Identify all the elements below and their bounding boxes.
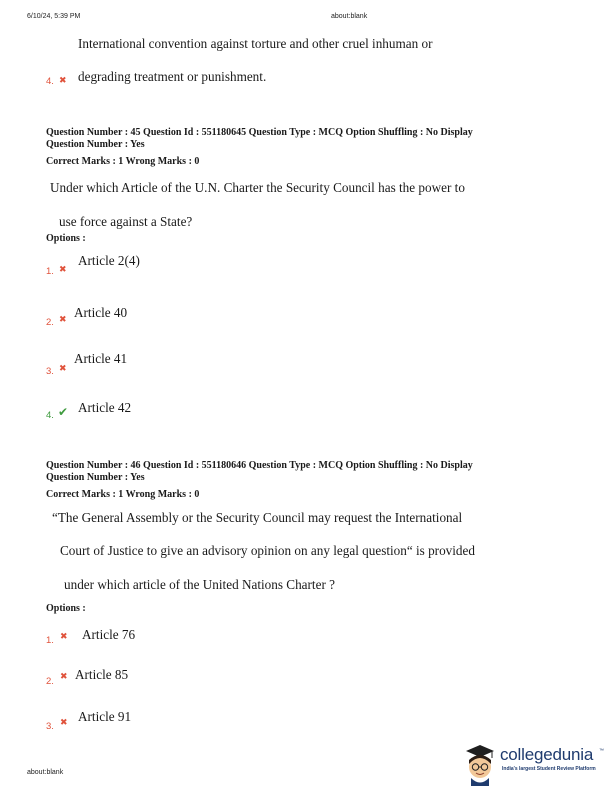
q46-option-3-text: Article 91 <box>78 709 132 724</box>
q46-option-3-number: 3. <box>46 721 54 732</box>
q46-meta-line1: Question Number : 46 Question Id : 551180646 Question Type : MCQ Option Shuffling : No Display <box>46 460 473 471</box>
prev-option-4-number: 4. <box>46 76 54 87</box>
brand-tagline: India's largest Student Review Platform <box>502 766 596 772</box>
cross-mark-icon: ✖ <box>59 364 67 374</box>
q46-meta-line3: Correct Marks : 1 Wrong Marks : 0 <box>46 489 200 500</box>
q46-option-2-number: 2. <box>46 676 54 687</box>
cross-mark-icon: ✖ <box>59 76 67 86</box>
brand-wordmark: collegedunia <box>500 745 594 764</box>
print-footer-url: about:blank <box>27 769 64 776</box>
q45-option-4-text: Article 42 <box>78 400 132 415</box>
q45-meta-line2: Question Number : Yes <box>46 139 145 150</box>
cross-mark-icon: ✖ <box>60 632 68 642</box>
cross-mark-icon: ✖ <box>59 315 67 325</box>
cross-mark-icon: ✖ <box>60 718 68 728</box>
q45-text-line2: use force against a State? <box>59 214 193 229</box>
q45-option-3-text: Article 41 <box>74 351 128 366</box>
q45-options-label: Options : <box>46 233 86 244</box>
q45-option-3-number: 3. <box>46 366 54 377</box>
cross-mark-icon: ✖ <box>60 672 68 682</box>
q45-text-line1: Under which Article of the U.N. Charter the Security Council has the power to <box>50 180 465 195</box>
q46-option-1-text: Article 76 <box>82 627 136 642</box>
collegedunia-watermark <box>462 742 610 788</box>
q45-meta-line1: Question Number : 45 Question Id : 551180645 Question Type : MCQ Option Shuffling : No Display <box>46 127 473 138</box>
q46-option-1-number: 1. <box>46 635 54 646</box>
q46-option-2-text: Article 85 <box>75 667 129 682</box>
q45-meta-line3: Correct Marks : 1 Wrong Marks : 0 <box>46 156 200 167</box>
print-header-datetime: 6/10/24, 5:39 PM <box>27 13 81 20</box>
q45-option-2-number: 2. <box>46 317 54 328</box>
print-header-url: about:blank <box>331 13 368 20</box>
graduate-mascot-icon <box>462 742 498 786</box>
q45-option-2-text: Article 40 <box>74 305 128 320</box>
q46-text-line2: Court of Justice to give an advisory opinion on any legal question“ is provided <box>60 543 475 558</box>
q45-option-1-number: 1. <box>46 266 54 277</box>
q45-option-1-text: Article 2(4) <box>78 253 140 268</box>
prev-option-4-line2: degrading treatment or punishment. <box>78 69 267 84</box>
prev-option-4-line1: International convention against torture and other cruel inhuman or <box>78 36 433 51</box>
check-mark-icon: ✔ <box>58 405 69 419</box>
cross-mark-icon: ✖ <box>59 265 67 275</box>
q46-meta-line2: Question Number : Yes <box>46 472 145 483</box>
q46-text-line3: under which article of the United Nations Charter ? <box>64 577 335 592</box>
q45-option-4-number: 4. <box>46 410 54 421</box>
q46-options-label: Options : <box>46 603 86 614</box>
q46-text-line1: “The General Assembly or the Security Council may request the International <box>52 510 463 525</box>
trademark-symbol: ™ <box>599 748 604 754</box>
